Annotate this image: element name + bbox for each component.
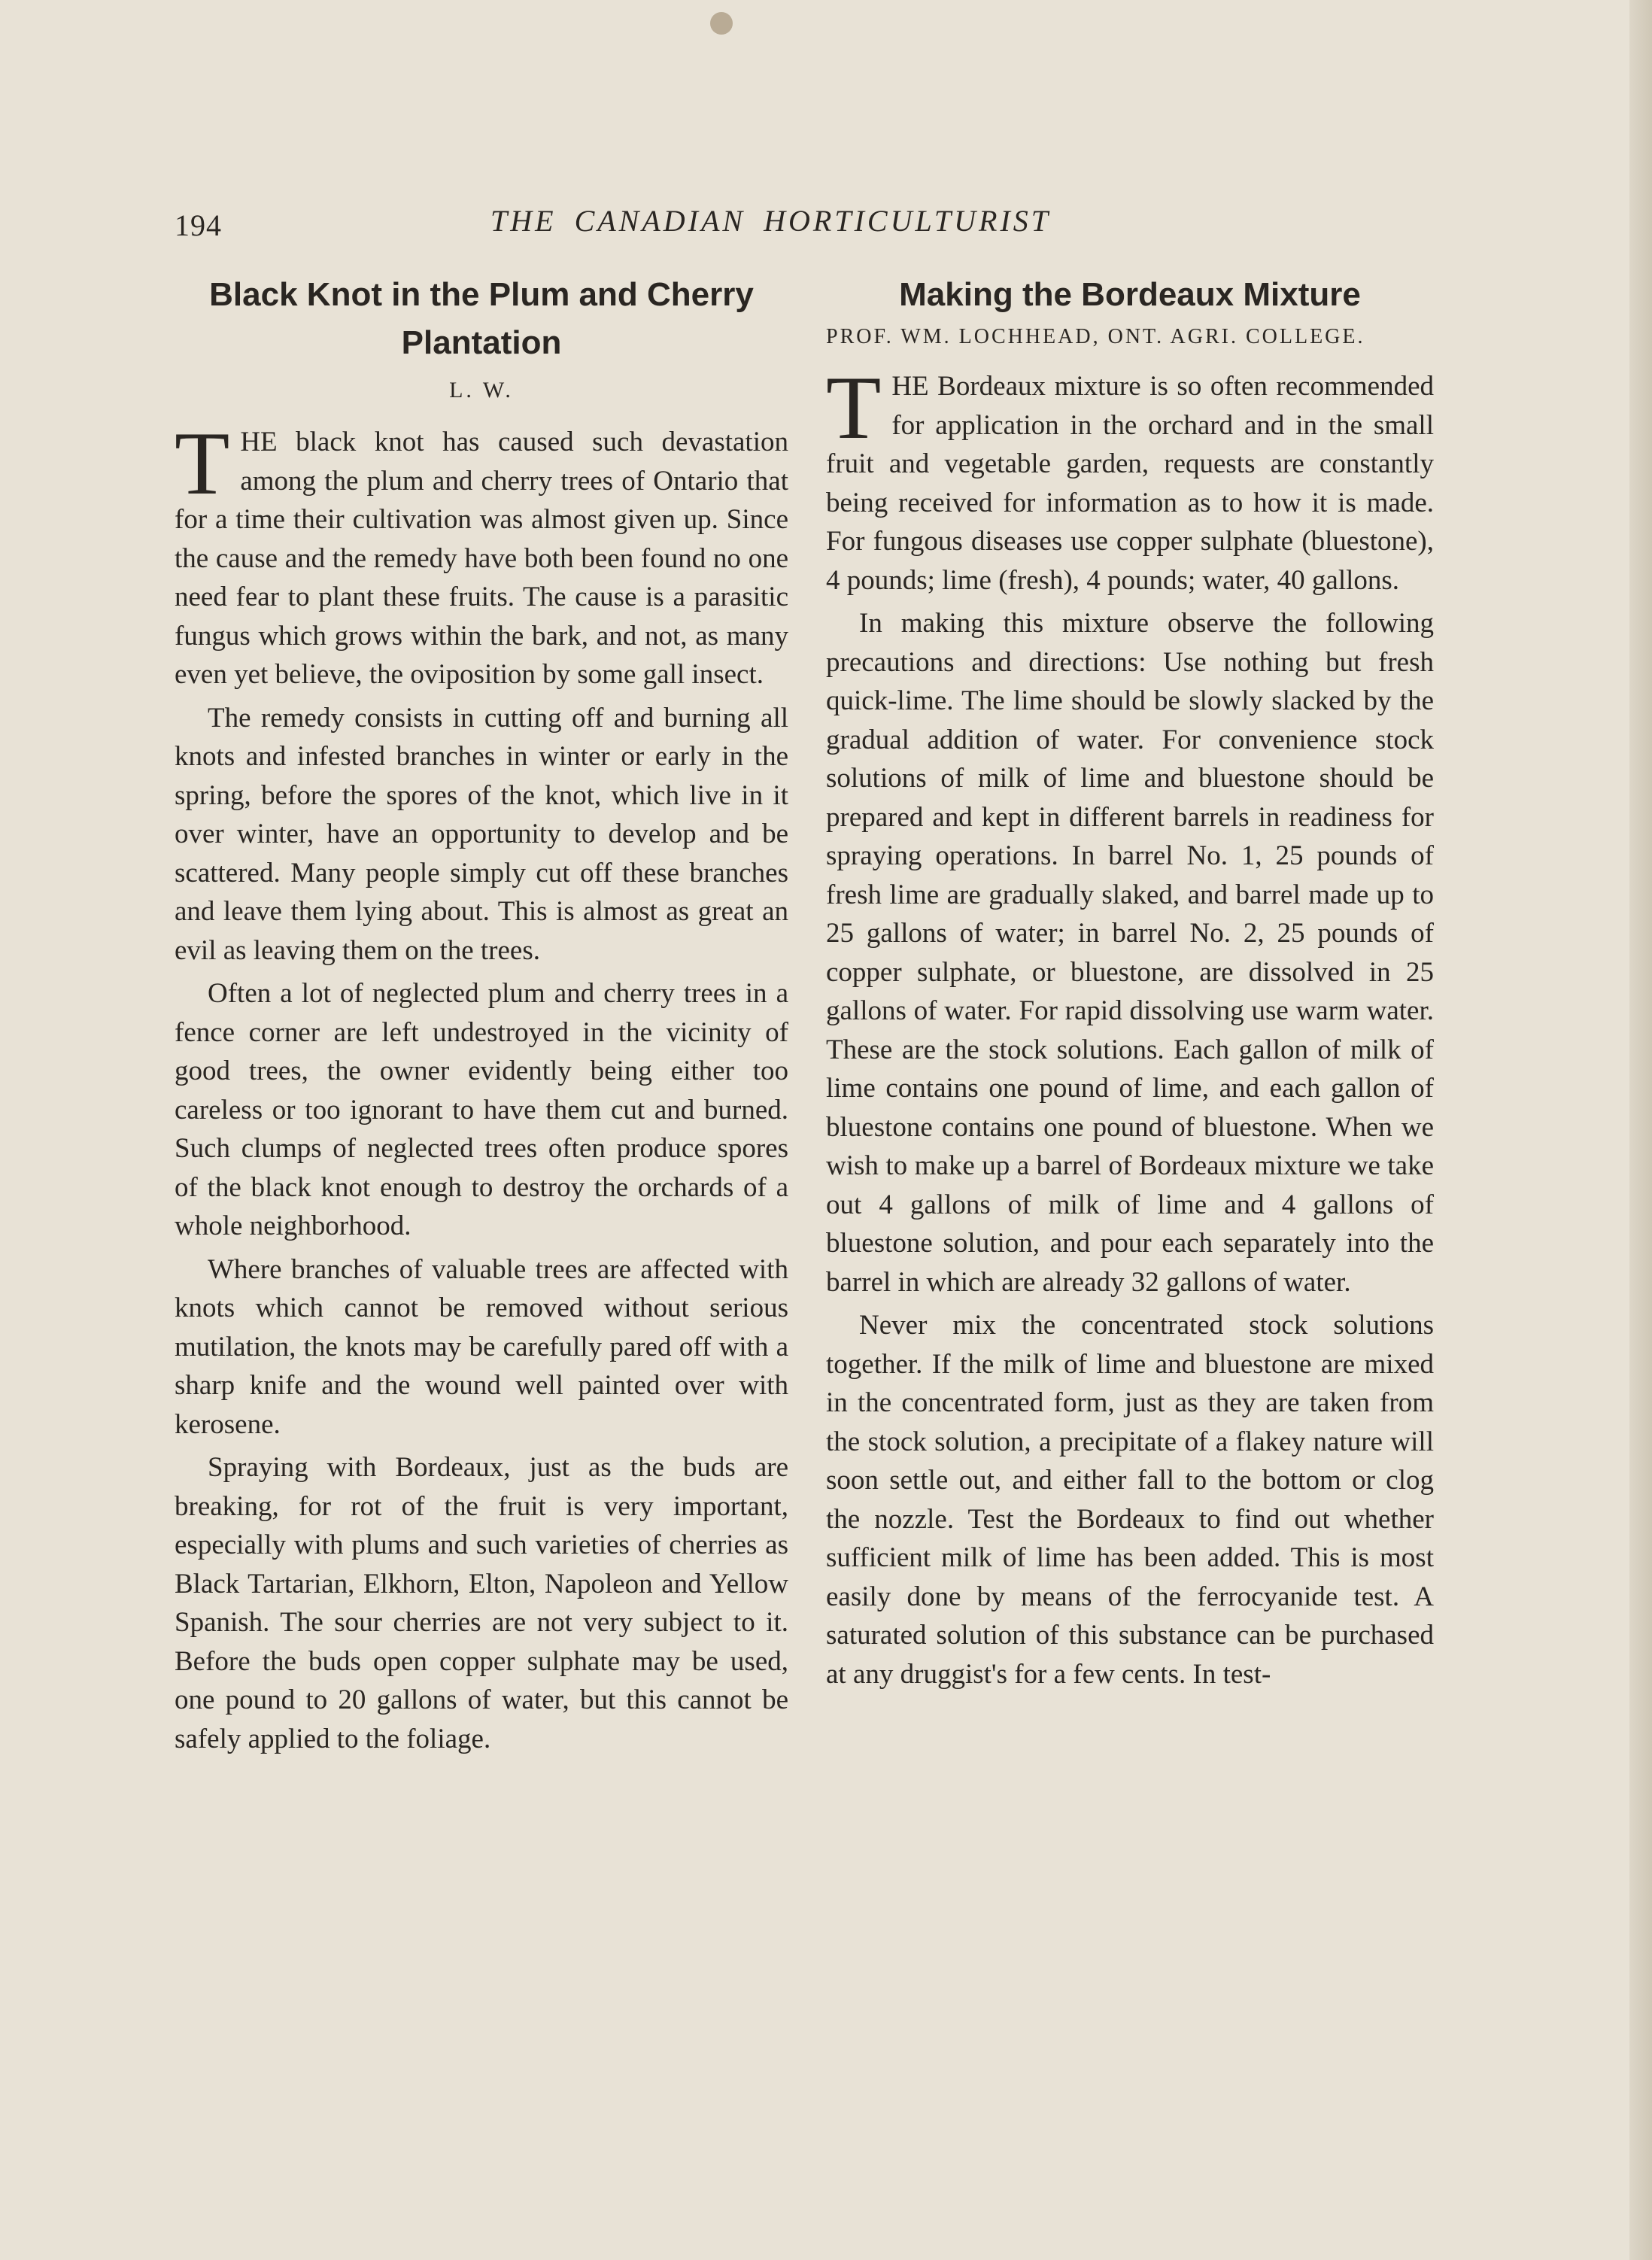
left-paragraph-5: Spraying with Bordeaux, just as the buds are breaking, for rot of the fruit is very important, especially with plums and such varieties of cherries as Black Tartarian, Elkhorn, Elton, Napoleon and Yellow Spanish. The sour cherries are not very subject to it. Before the buds open copper sulphate may be used, one pound to 20 gallons of water, but this cannot be safely applied to the foliage. <box>175 1452 788 1754</box>
left-article-byline: L. W. <box>449 378 514 402</box>
right-paragraph-3: Never mix the concentrated stock solutions together. If the milk of lime and bluestone are mixed in the concentrated form, just as they are taken from the stock solution, a precipitate of a flakey nature will soon settle out, and either fall to the bottom or clog the nozzle. Test the Bordeaux to find out whether sufficient milk of lime has been added. This is most easily done by means of the ferrocyanide test. A saturated solution of this substance can be purchased at any druggist's for a few cents. In test- <box>826 1310 1434 1690</box>
left-paragraph-3: Often a lot of neglected plum and cherry trees in a fence corner are left undestroyed in the vicinity of good trees, the owner evidently being either too careless or too ignorant to have them cut and burned. Such clumps of neglected trees often produce spores of the black knot enough to destroy the orchards of a whole neighborhood. <box>175 978 788 1241</box>
right-article-title: Making the Bordeaux Mixture <box>899 276 1361 313</box>
left-paragraph-2: The remedy consists in cutting off and burning all knots and infested branches in winter or early in the spring, before the spores of the knot, which live in it over winter, have an opportunity to develop and be scattered. Many people simply cut off these branches and leave them lying about. This is almost as great an evil as leaving them on the trees. <box>175 702 788 966</box>
page-number: 194 <box>175 208 222 242</box>
running-head <box>175 203 1432 248</box>
left-article-title: Black Knot in the Plum and Cherry Plantation <box>209 276 754 361</box>
left-paragraph-1: THE black knot has caused such devastation among the plum and cherry trees of Ontario that for a time their cultivation was almost given up. Since the cause and the remedy have both been found no one need fear to plant these fruits. The cause is a parasitic fungus which grows within the bark, and not, as many even yet believe, the oviposition by some gall insect. <box>175 413 788 690</box>
journal-title: THE CANADIAN HORTICULTURIST <box>490 204 1052 238</box>
right-article-byline: PROF. WM. LOCHHEAD, ONT. AGRI. COLLEGE. <box>826 325 1365 348</box>
right-dropcap: T <box>826 357 882 457</box>
left-column <box>175 271 788 1763</box>
left-paragraph-4: Where branches of valuable trees are affected with knots which cannot be removed without serious mutilation, the knots may be carefully pared off with a sharp knife and the wound well painted over with kerosene. <box>175 1253 788 1440</box>
right-column <box>826 271 1434 1698</box>
page-edge <box>1629 0 1652 2260</box>
binding-hole <box>710 12 733 35</box>
right-paragraph-1: THE Bordeaux mixture is so often recommended for application in the orchard and in the small fruit and vegetable garden, requests are constantly being received for information as to how it is made. For fungous diseases use copper sulphate (bluestone), 4 pounds; lime (fresh), 4 pounds; water, 40 gallons. <box>826 357 1434 596</box>
left-dropcap: T <box>175 413 230 513</box>
right-paragraph-2: In making this mixture observe the following precautions and directions: Use nothing but fresh quick-lime. The lime should be slowly slacked by the gradual addition of water. For convenience stock solutions of milk of lime and bluestone should be prepared and kept in different barrels in readiness for spraying operations. In barrel No. 1, 25 pounds of fresh lime are gradually slaked, and barrel made up to 25 gallons of water; in barrel No. 2, 25 pounds of copper sulphate, or bluestone, are dissolved in 25 gallons of water. For rapid dissolving use warm water. These are the stock solutions. Each gallon of milk of lime contains one pound of lime, and each gallon of bluestone contains one pound of bluestone. When we wish to make up a barrel of Bordeaux mixture we take out 4 gallons of milk of lime and 4 gallons of bluestone solution, and pour each separately into the barrel in which are already 32 gallons of water. <box>826 608 1434 1298</box>
